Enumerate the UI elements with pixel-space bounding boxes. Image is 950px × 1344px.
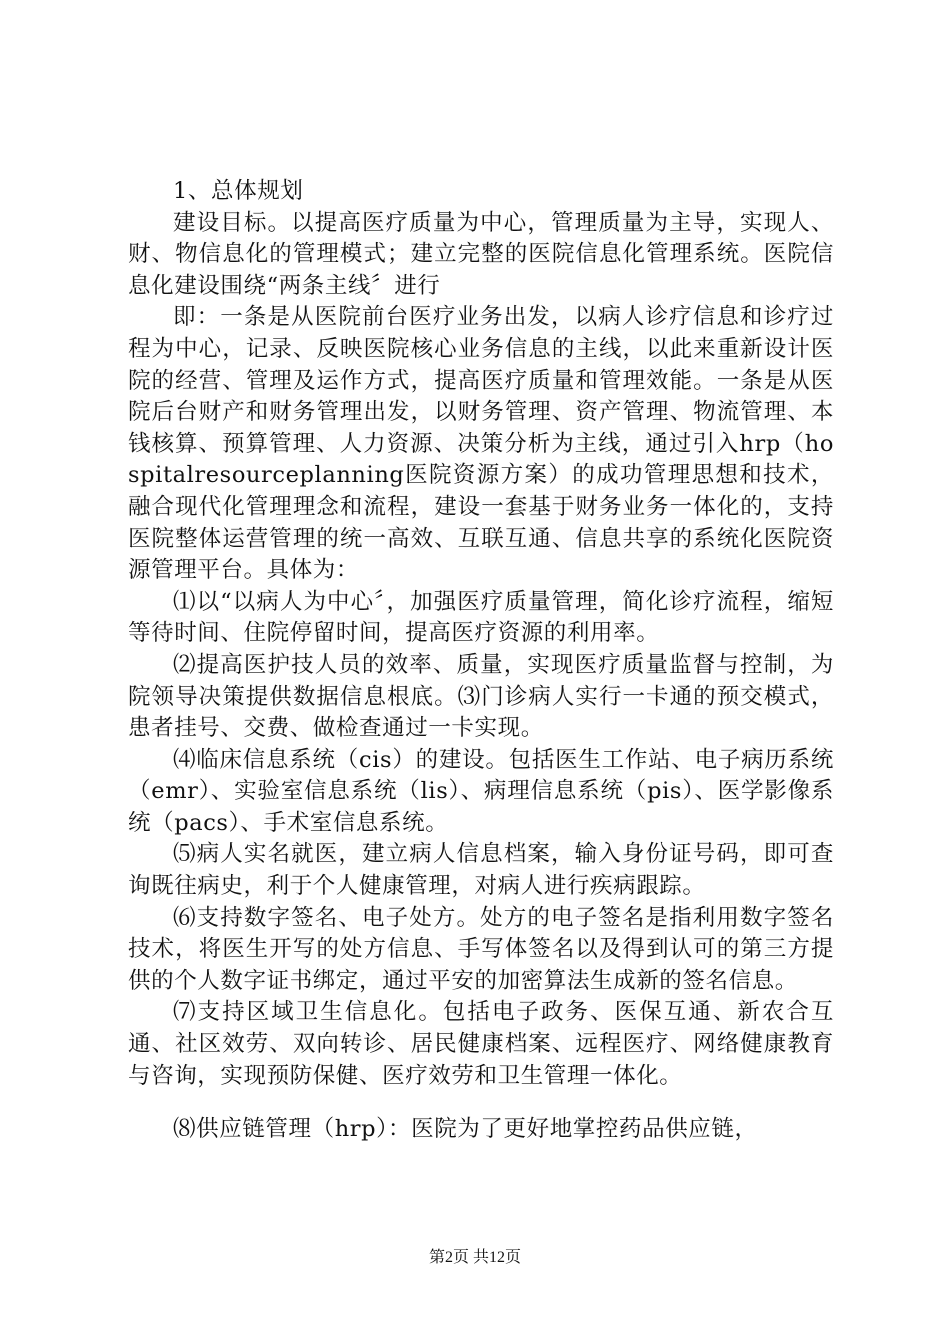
list-item-5: ⑸病人实名就医，建立病人信息档案，输入身份证号码，即可查询既往病史，利于个人健康管理，对病人进行疾病跟踪。	[128, 841, 834, 900]
document-body	[128, 176, 834, 1146]
list-item-8: ⑻供应链管理（hrp）：医院为了更好地掌控药品供应链，	[173, 1116, 758, 1143]
list-item-7: ⑺支持区域卫生信息化。包括电子政务、医保互通、新农合互通、社区效劳、双向转诊、居民健康档案、远程医疗、网络健康教育与咨询，实现预防保健、医疗效劳和卫生管理一体化。	[128, 999, 834, 1089]
page-footer: 第2页 共12页	[428, 1249, 521, 1266]
section-heading: 1、总体规划	[173, 178, 304, 204]
list-item-1: ⑴以“以病人为中心〞，加强医疗质量管理，简化诊疗流程，缩短等待时间、住院停留时间，提高医疗资源的利用率。	[128, 588, 834, 647]
paragraph-two-lines: 即：一条是从医院前台医疗业务出发，以病人诊疗信息和诊疗过程为中心，记录、反映医院核心业务信息的主线，以此来重新设计医院的经营、管理及运作方式，提高医疗质量和管理效能。一条是从医院后台财产和财务管理出发，以财务管理、资产管理、物流管理、本钱核算、预算管理、人力资源、决策分析为主线，通过引入hrp（hospitalresourceplanning医院资源方案）的成功管理思想和技术，融合现代化管理理念和流程，建设一套基于财务业务一体化的，支持医院整体运营管理的统一高效、互联互通、信息共享的系统化医院资源管理平台。具体为：	[128, 304, 834, 584]
list-item-2-3: ⑵提高医护技人员的效率、质量，实现医疗质量监督与控制，为院领导决策提供数据信息根底。⑶门诊病人实行一卡通的预交模式，患者挂号、交费、做检查通过一卡实现。	[128, 651, 834, 742]
paragraph-goal: 建设目标。以提高医疗质量为中心，管理质量为主导，实现人、财、物信息化的管理模式；建立完整的医院信息化管理系统。医院信息化建设围绕“两条主线〞进行	[128, 209, 834, 299]
list-item-4: ⑷临床信息系统（cis）的建设。包括医生工作站、电子病历系统（emr）、实验室信息系统（lis）、病理信息系统（pis）、医学影像系统（pacs）、手术室信息系统。	[128, 746, 834, 836]
list-item-6: ⑹支持数字签名、电子处方。处方的电子签名是指利用数字签名技术，将医生开写的处方信息、手写体签名以及得到认可的第三方提供的个人数字证书绑定，通过平安的加密算法生成新的签名信息。	[128, 904, 834, 994]
